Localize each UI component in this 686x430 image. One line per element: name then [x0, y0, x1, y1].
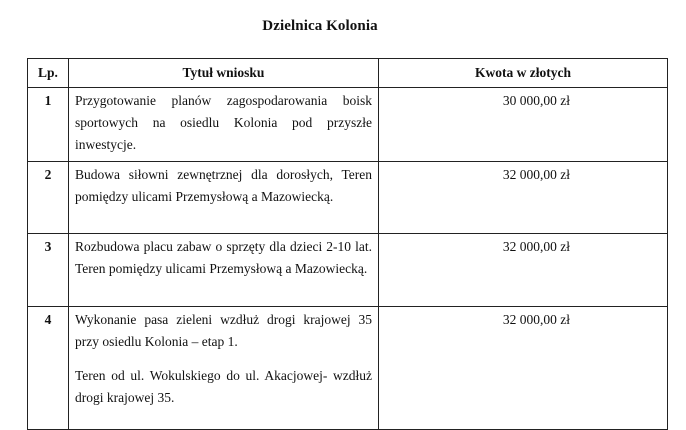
- row-title: Wykonanie pasa zieleni wzdłuż drogi krajowej 35 przy osiedlu Kolonia – etap 1.: [75, 312, 372, 349]
- row-title: Rozbudowa placu zabaw o sprzęty dla dzieci 2-10 lat. Teren pomiędzy ulicami Przemysłową a Mazowiecką.: [69, 234, 379, 307]
- table-row: [28, 234, 668, 307]
- table-row: [28, 307, 668, 430]
- row-title: Przygotowanie planów zagospodarowania boisk sportowych na osiedlu Kolonia pod przyszłe inwestycje.: [69, 88, 379, 162]
- row-amount: 32 000,00 zł: [379, 307, 668, 430]
- row-number: 4: [28, 307, 69, 430]
- proposals-table: [27, 58, 668, 430]
- row-title: Budowa siłowni zewnętrznej dla dorosłych, Teren pomiędzy ulicami Przemysłową a Mazowiecką.: [69, 162, 379, 234]
- header-title: Tytuł wniosku: [69, 59, 379, 88]
- row-title-extra: Teren od ul. Wokulskiego do ul. Akacjowej- wzdłuż drogi krajowej 35.: [75, 368, 372, 405]
- table-row: [28, 162, 668, 234]
- header-amount: Kwota w złotych: [379, 59, 668, 88]
- header-lp: Lp.: [28, 59, 69, 88]
- table-row: [28, 88, 668, 162]
- row-amount: 30 000,00 zł: [379, 88, 668, 162]
- row-number: 1: [28, 88, 69, 162]
- document-title: Dzielnica Kolonia: [262, 18, 378, 34]
- table-header-row: [28, 59, 668, 88]
- row-amount: 32 000,00 zł: [379, 162, 668, 234]
- row-amount: 32 000,00 zł: [379, 234, 668, 307]
- row-number: 3: [28, 234, 69, 307]
- row-title-cell: [69, 307, 379, 430]
- row-number: 2: [28, 162, 69, 234]
